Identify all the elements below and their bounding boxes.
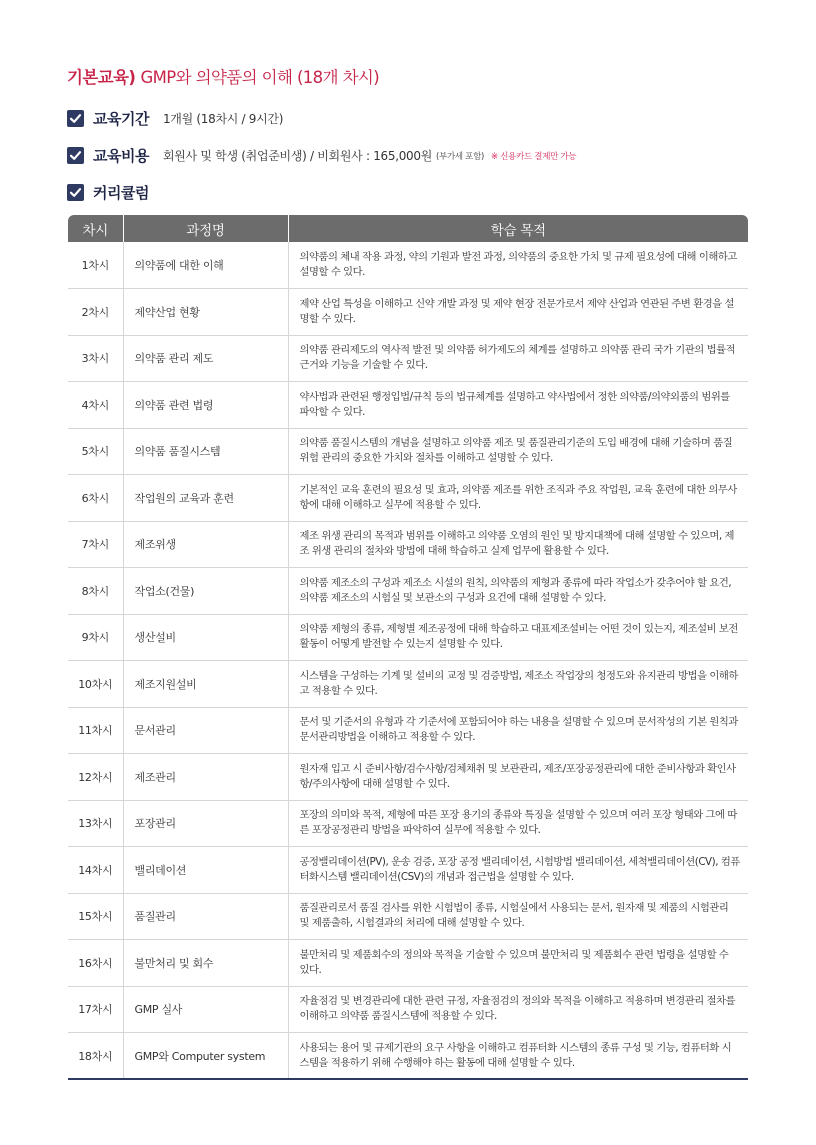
objective-cell: 품질관리로서 품질 검사를 위한 시험법이 종류, 시험실에서 사용되는 문서, 원자재 및 제품의 시험관리 및 제품출하, 시험결과의 처리에 대해 설명할 수 있다. [288, 893, 748, 940]
objective-cell: 제조 위생 관리의 목적과 범위를 이해하고 의약품 오염의 원인 및 방지대책에 대해 설명할 수 있으며, 제조 위생 관리의 절차와 방법에 대해 학습하고 실제 업무에 활용할 수 있다. [288, 521, 748, 568]
objective-cell: 제약 산업 특성을 이해하고 신약 개발 과정 및 제약 현장 전문가로서 제약 산업과 연관된 주변 환경을 설명할 수 있다. [288, 289, 748, 336]
table-row [68, 289, 748, 336]
objective-cell: 의약품 제조소의 구성과 제조소 시설의 원칙, 의약품의 제형과 종류에 따라 작업소가 갖추어야 할 요건, 의약품 제조소의 시험실 및 보관소의 구성과 요건에 대해 설명할 수 있다. [288, 568, 748, 615]
header-session: 차시 [68, 215, 123, 242]
fee-payment-note: ※ 신용카드 결제만 가능 [491, 151, 577, 162]
objective-cell: 약사법과 관련된 행정입법/규칙 등의 법규체계를 설명하고 약사법에서 정한 의약품/의약외품의 범위를 파악할 수 있다. [288, 382, 748, 429]
table-row [68, 242, 748, 289]
table-row [68, 614, 748, 661]
objective-cell: 의약품의 체내 작용 과정, 약의 기원과 발전 과정, 의약품의 중요한 가치 및 규제 필요성에 대해 이해하고 설명할 수 있다. [288, 242, 748, 289]
session-cell: 15차시 [68, 893, 123, 940]
table-row [68, 382, 748, 429]
objective-cell: 포장의 의미와 목적, 제형에 따른 포장 용기의 종류와 특징을 설명할 수 있으며 여러 포장 형태와 그에 따른 포장공정관리 방법을 파악하여 실무에 적용할 수 있다. [288, 800, 748, 847]
course-name-cell: 포장관리 [123, 800, 288, 847]
table-row [68, 800, 748, 847]
table-row [68, 986, 748, 1033]
session-cell: 5차시 [68, 428, 123, 475]
fee-row [67, 145, 576, 166]
objective-cell: 자율점검 및 변경관리에 대한 관련 규정, 자율점검의 정의와 목적을 이해하고 적용하며 변경관리 절차를 이해하고 의약품 품질시스템에 적용할 수 있다. [288, 986, 748, 1033]
session-cell: 13차시 [68, 800, 123, 847]
table-row [68, 754, 748, 801]
curriculum-label: 커리큘럼 [93, 184, 149, 202]
course-name-cell: 의약품 품질시스템 [123, 428, 288, 475]
course-name-cell: 불만처리 및 회수 [123, 940, 288, 987]
course-name-cell: 제조관리 [123, 754, 288, 801]
table-row [68, 847, 748, 894]
objective-cell: 의약품 품질시스템의 개념을 설명하고 의약품 제조 및 품질관리기준의 도입 배경에 대해 기술하며 품질 위험 관리의 중요한 가치와 절차를 이해하고 설명할 수 있다. [288, 428, 748, 475]
course-name-cell: GMP 실사 [123, 986, 288, 1033]
course-name-cell: 생산설비 [123, 614, 288, 661]
table-row [68, 940, 748, 987]
objective-cell: 의약품 관리제도의 역사적 발전 및 의약품 허가제도의 체계를 설명하고 의약품 관리 국가 기관의 법률적 근거와 기능을 기술할 수 있다. [288, 335, 748, 382]
period-value: 1개월 (18차시 / 9시간) [162, 112, 284, 126]
course-name-cell: 제조지원설비 [123, 661, 288, 708]
objective-cell: 기본적인 교육 훈련의 필요성 및 효과, 의약품 제조를 위한 조직과 주요 작업원, 교육 훈련에 대한 의무사항에 대해 이해하고 실무에 적용할 수 있다. [288, 475, 748, 522]
session-cell: 10차시 [68, 661, 123, 708]
objective-cell: 문서 및 기준서의 유형과 각 기준서에 포함되어야 하는 내용을 설명할 수 있으며 문서작성의 기본 원칙과 문서관리방법을 이해하고 적용할 수 있다. [288, 707, 748, 754]
table-row [68, 428, 748, 475]
session-cell: 8차시 [68, 568, 123, 615]
table-row [68, 1033, 748, 1080]
fee-label: 교육비용 [93, 147, 149, 165]
table-row [68, 335, 748, 382]
table-row [68, 521, 748, 568]
session-cell: 7차시 [68, 521, 123, 568]
table-row [68, 661, 748, 708]
header-course: 과정명 [123, 215, 288, 242]
session-cell: 12차시 [68, 754, 123, 801]
session-cell: 18차시 [68, 1033, 123, 1080]
course-name-cell: 품질관리 [123, 893, 288, 940]
table-row [68, 475, 748, 522]
course-name-cell: 문서관리 [123, 707, 288, 754]
checkbox-check-icon [67, 147, 84, 164]
session-cell: 14차시 [68, 847, 123, 894]
session-cell: 2차시 [68, 289, 123, 336]
table-header-row [68, 215, 748, 242]
page-title [67, 64, 379, 88]
table-row [68, 893, 748, 940]
objective-cell: 원자재 입고 시 준비사항/검수사항/검체채취 및 보관관리, 제조/포장공정관리에 대한 준비사항과 확인사항/주의사항에 대해 설명할 수 있다. [288, 754, 748, 801]
course-name-cell: 의약품에 대한 이해 [123, 242, 288, 289]
period-label: 교육기간 [93, 110, 149, 128]
checkbox-check-icon [67, 184, 84, 201]
curriculum-table [68, 215, 748, 1080]
title-text: GMP와 의약품의 이해 (18개 차시) [140, 68, 380, 87]
course-name-cell: 밸리데이션 [123, 847, 288, 894]
table-row [68, 568, 748, 615]
course-name-cell: 제약산업 현황 [123, 289, 288, 336]
fee-value: 회원사 및 학생 (취업준비생) / 비회원사 : 165,000원 [162, 149, 433, 163]
objective-cell: 의약품 제형의 종류, 제형별 제조공정에 대해 학습하고 대표제조설비는 어떤 것이 있는지, 제조설비 보전활동이 어떻게 발전할 수 있는지 설명할 수 있다. [288, 614, 748, 661]
curriculum-table-wrap [68, 215, 748, 1080]
objective-cell: 사용되는 용어 및 규제기관의 요구 사항을 이해하고 컴퓨터화 시스템의 종류 구성 및 기능, 컴퓨터화 시스템을 적용하기 위해 수행해야 하는 활동에 대해 설명할 수 있다. [288, 1033, 748, 1080]
session-cell: 3차시 [68, 335, 123, 382]
header-objective: 학습 목적 [288, 215, 748, 242]
course-name-cell: 의약품 관련 법령 [123, 382, 288, 429]
session-cell: 11차시 [68, 707, 123, 754]
curriculum-heading [67, 182, 163, 203]
course-name-cell: GMP와 Computer system [123, 1033, 288, 1080]
objective-cell: 시스템을 구성하는 기계 및 설비의 교정 및 검증방법, 제조소 작업장의 청정도와 유지관리 방법을 이해하고 적용할 수 있다. [288, 661, 748, 708]
objective-cell: 불만처리 및 제품회수의 정의와 목적을 기술할 수 있으며 불만처리 및 제품회수 관련 법령을 설명할 수 있다. [288, 940, 748, 987]
checkbox-check-icon [67, 110, 84, 127]
session-cell: 17차시 [68, 986, 123, 1033]
table-row [68, 707, 748, 754]
course-name-cell: 의약품 관리 제도 [123, 335, 288, 382]
session-cell: 6차시 [68, 475, 123, 522]
course-name-cell: 제조위생 [123, 521, 288, 568]
objective-cell: 공정밸리데이션(PV), 운송 검증, 포장 공정 밸리데이션, 시험방법 밸리데이션, 세척밸리데이션(CV), 컴퓨터화시스템 밸리데이션(CSV)의 개념과 접근법을 설명할 수 있다. [288, 847, 748, 894]
title-category: 기본교육) [67, 68, 136, 87]
course-name-cell: 작업소(건물) [123, 568, 288, 615]
session-cell: 16차시 [68, 940, 123, 987]
session-cell: 9차시 [68, 614, 123, 661]
session-cell: 4차시 [68, 382, 123, 429]
fee-vat-note: (부가세 포함) [436, 151, 485, 162]
course-name-cell: 작업원의 교육과 훈련 [123, 475, 288, 522]
period-row [67, 108, 283, 129]
session-cell: 1차시 [68, 242, 123, 289]
